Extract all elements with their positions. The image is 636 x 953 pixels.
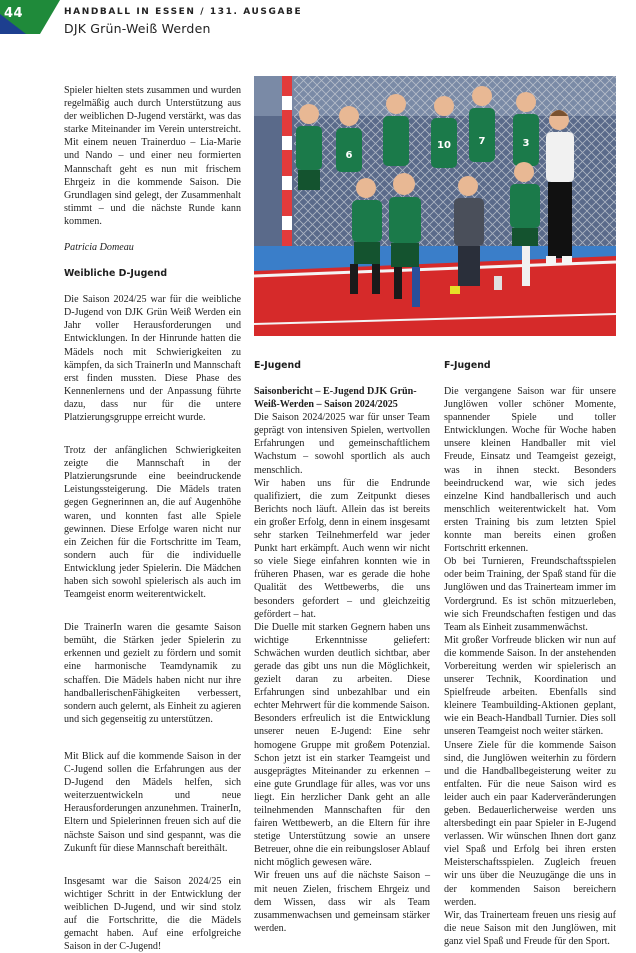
author-name: Patricia Domeau [64, 242, 134, 254]
column-one [64, 84, 241, 953]
paragraph: Mit Blick auf die kommende Saison in der C-Jugend sollen die Erfahrungen aus der D-Jugend den Mädels helfen, sich weiterzuentwickeln und neue Herausforderungen anzunehmen. TrainerIn, Eltern und Spielerinnen freuen sich auf die nächste Saison und sind gespannt, was die Zukunft für diese Mannschaft bereithält. [64, 750, 241, 854]
paragraph: Ob bei Turnieren, Freundschaftsspielen oder beim Training, der Spaß stand für die Junglöwen und das Trainerteam immer im Vordergrund. Es ist schön mitzuerleben, wie sich Freundschaften festigen und das Team als Einheit zusammenwächst. [444, 556, 616, 633]
section-heading-f-jugend: F-Jugend [444, 360, 491, 371]
section-heading-weibliche-d-jugend: Weibliche D-Jugend [64, 268, 168, 280]
report-subtitle: Saisonbericht – E-Jugend DJK Grün-Weiß-Werden – Saison 2024/2025 [254, 386, 417, 411]
intro-paragraph: Spieler hielten stets zusammen und wurden regelmäßig auch durch Unterstützung aus der weiblichen D-Jugend verstärkt, was das starke Miteinander im Verein unterstreicht. Mit einem neuen Trainerduo – Lia-Marie und Nando – und einer neu formierten Mannschaft geht es nun mit frischem Ehrgeiz in die kommende Saison. Die Grundlagen sind gelegt, der Zusammenhalt stimmt – und die nächste Runde kann kommen. [64, 85, 241, 227]
club-name: DJK Grün-Weiß Werden [64, 21, 211, 36]
column-two [254, 359, 430, 935]
paragraph: Wir haben uns für die Endrunde qualifiziert, die zum Zeitpunkt dieses Berichts noch läuft. Allein das ist bereits ein großer Erfolg, denn in einem insgesamt sehr starken Teilnehmerfeld war jeder Punkt hart erkämpft. Auch wenn wir nicht so viele Siege einfahren konnten wie in früheren Phasen, war es gerade die hohe Qualität des Wettbewerbs, die uns besonders gefordert – und gleichzeitig gefördert – hat. [254, 477, 430, 620]
column-three [444, 359, 616, 948]
paragraph: Besonders erfreulich ist die Entwicklung unserer neuen E-Jugend: Eine sehr homogene Gruppe mit großem Potenzial. Schon jetzt ist ein starker Teamgeist und ausgeprägtes Miteinander zu erkennen – eine gute Grundlage für alles, was vor uns liegt. Ein herzlicher Dank geht an alle teilnehmenden Mannschaften für den fairen Wettbewerb, an die Eltern für ihre stetige Unterstützung sowie an unsere Betreuer, ohne die ein reibungsloser Ablauf nicht möglich gewesen wäre. [254, 713, 430, 869]
jersey-number: 6 [345, 150, 353, 161]
jersey-number: 3 [522, 138, 530, 149]
paragraph: Mit großer Vorfreude blicken wir nun auf die kommende Saison. In der anstehenden Vorbereitung werden wir spielerisch an unserer Technik, Koordination und Spielfreude arbeiten. Ebenfalls sind kleinere Teambuilding-Aktionen geplant, wie ein Beach-Handball Turnier. Dies soll unseren Teamgeist noch weiter stärken. [444, 634, 616, 738]
jersey-number: 7 [478, 136, 486, 147]
paragraph: Unsere Ziele für die kommende Saison sind, die Junglöwen weiterhin zu fördern und die Handballbegeisterung weiter zu entfalten. Für die neue Saison wird es leider auch ein paar Kaderveränderungen geben. Bedauerlicherweise werden uns altersbedingt ein paar Spieler in E-Jugend verlassen. Wir wünschen Ihnen dort ganz viel Spaß und Erfolg bei ihren ersten Meisterschaftsspielen. Zugleich freuen wir uns über die Neuzugänge die uns in der kommenden Saison bereichern werden. [444, 739, 616, 908]
paragraph: Insgesamt war die Saison 2024/25 ein wichtiger Schritt in der Entwicklung der weiblichen D-Jugend, und wir sind stolz auf die Fortschritte, die die Mädels gemacht haben. Auf eine erfolgreiche Saison in der C-Jugend! [64, 875, 241, 953]
paragraph: Die Saison 2024/2025 war für unser Team geprägt von intensiven Spielen, wertvollen Erfahrungen und gemeinschaftlichem Wachstum – sowohl sportlich als auch menschlich. [254, 412, 430, 476]
page-number: 44 [4, 6, 24, 21]
magazine-title: HANDBALL IN ESSEN / 131. AUSGABE [64, 7, 303, 17]
paragraph: Trotz der anfänglichen Schwierigkeiten zeigte die Mannschaft in der Platzierungsrunde eine beeindruckende Leistungssteigerung. Die Mädels traten gegen Gegnerinnen an, die auf Augenhöhe waren, und konnten fast alle Spiele gewinnen. Diese Erfolge waren nicht nur ein Zeichen für die Fortschritte im Team, sondern auch für die individuelle Entwicklung jeder Spielerin. Die Mädchen haben sich sowohl spielerisch als auch im Teamgeist enorm weiterentwickelt. [64, 445, 241, 601]
paragraph: Wir freuen uns auf die nächste Saison – mit neuen Zielen, frischem Ehrgeiz und dem Wissen, dass wir als Team zusammenwachsen und gemeinsam stärker werden. [254, 870, 430, 934]
paragraph: Die Saison 2024/25 war für die weibliche D-Jugend von DJK Grün Weiß Werden ein Jahr voller Herausforderungen und Entwicklungen. In der Hinrunde hatten die Mädels noch mit Schwierigkeiten zu kämpfen, da sich TrainerIn und Mannschaft erst finden mussten. Diese Phase des Kennenlernens und der Anpassung führte dazu, dass nur für die untere Platzierungsgruppe erreicht wurde. [64, 294, 241, 423]
team-photo [254, 76, 616, 336]
paragraph: Wir, das Trainerteam freuen uns riesig auf die neue Saison mit den Junglöwen, mit ganz viel Spaß und Freude für den Sport. [444, 909, 616, 947]
coach-figure [546, 110, 574, 264]
paragraph: Die TrainerIn waren die gesamte Saison bemüht, die Stärken jeder Spielerin zu erkennen und gezielt zu fördern und somit eine harmonische Teamdynamik zu schaffen. Die Mädels haben nicht nur ihre handballerischenFähigkeiten verbessert, sondern auch gelernt, als Einheit zu agieren und sich gegenseitig zu unterstützen. [64, 622, 241, 725]
jersey-number: 10 [437, 140, 451, 151]
paragraph: Die vergangene Saison war für unsere Junglöwen voller schöner Momente, spannender Spiele und toller Entwicklungen. Woche für Woche haben unsere kleinen Handballer mit viel Freude, Einsatz und Teamgeist gezeigt, was in ihnen steckt. Besonders beeindruckend war, wie sich jedes einzelne Kind handballerisch und auch menschlich weiterentwickelt hat. Vom ersten Training bis zum letzten Spiel konnte man bereits einen großen Fortschritt erkennen. [444, 386, 616, 555]
section-heading-e-jugend: E-Jugend [254, 360, 301, 371]
paragraph: Die Duelle mit starken Gegnern haben uns wichtige Erkenntnisse geliefert: Schwächen wurden deutlich sichtbar, aber gerade das gibt uns nun die Möglichkeit, gezielt daran zu arbeiten. Diese Erfahrungen sind unbezahlbar und ein echter Mehrwert für die kommende Saison. [254, 621, 430, 712]
